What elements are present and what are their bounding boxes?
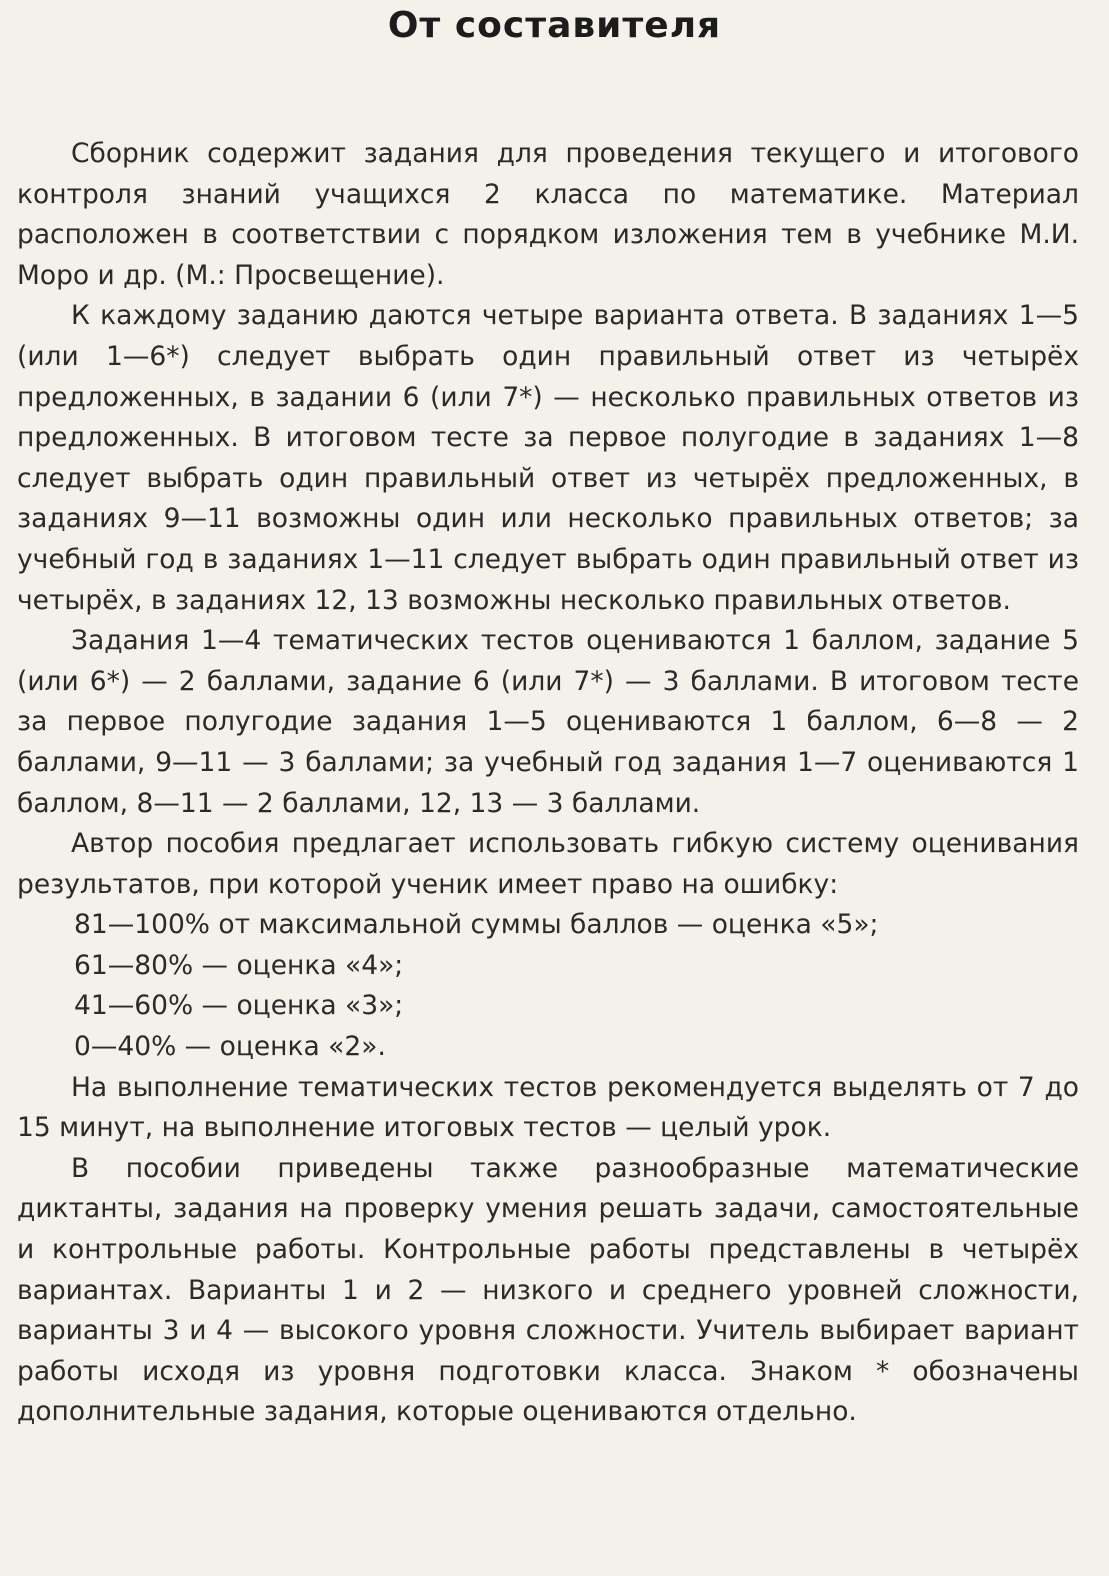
paragraph-scoring: Задания 1—4 тематических тестов оцениваются 1 баллом, задание 5 (или 6*) — 2 баллами, задание 6 (или 7*) — 3 баллами. В итоговом тесте за первое полугодие задания 1—5 оцениваются 1 баллом, 6—8 — 2 баллами, 9—11 — 3 баллами; за учебный год задания 1—7 оцениваются 1 баллом, 8—11 — 2 баллами, 12, 13 — 3 баллами. (17, 625, 1079, 819)
grading-scale-item: 61—80% — оценка «4»; (74, 949, 404, 981)
paragraph-contents: В пособии приведены также разнообразные математические диктанты, задания на проверку умения решать задачи, самостоятельные и контрольные работы. Контрольные работы представлены в четырёх вариантах. Варианты 1 и 2 — низкого и среднего уровней сложности, варианты 3 и 4 — высокого уровня сложности. Учитель выбирает вариант работы исходя из уровня подготовки класса. Знаком * обозначены дополнительные задания, которые оцениваются отдельно. (17, 1152, 1079, 1428)
grading-scale-list (17, 905, 1079, 1067)
paragraph-answer-variants: К каждому заданию даются четыре варианта ответа. В заданиях 1—5 (или 1—6*) следует выбрать один правильный ответ из четырёх предложенных, в задании 6 (или 7*) — несколько правильных ответов из предложенных. В итоговом тесте за первое полугодие в заданиях 1—8 следует выбрать один правильный ответ из четырёх предложенных, в заданиях 9—11 возможны один или несколько правильных ответов; за учебный год в заданиях 1—11 следует выбрать один правильный ответ из четырёх, в заданиях 12, 13 возможны несколько правильных ответов. (17, 300, 1079, 616)
document-body (17, 134, 1079, 1433)
grading-scale-item: 0—40% — оценка «2». (74, 1031, 386, 1063)
paragraph-grading-system: Автор пособия предлагает использовать гибкую систему оценивания результатов, при которой ученик имеет право на ошибку: (17, 828, 1079, 900)
paragraph-time-allocation: На выполнение тематических тестов рекомендуется выделять от 7 до 15 минут, на выполнение итоговых тестов — целый урок. (17, 1071, 1079, 1144)
page-title: От составителя (387, 5, 722, 46)
grading-scale-item: 81—100% от максимальной суммы баллов — оценка «5»; (74, 909, 879, 941)
grading-scale-item: 41—60% — оценка «3»; (74, 990, 404, 1022)
paragraph-intro: Сборник содержит задания для проведения текущего и итогового контроля знаний учащихся 2 класса по математике. Материал расположен в соответствии с порядком изложения тем в учебнике М.И. Моро и др. (М.: Просвещение). (17, 138, 1079, 291)
